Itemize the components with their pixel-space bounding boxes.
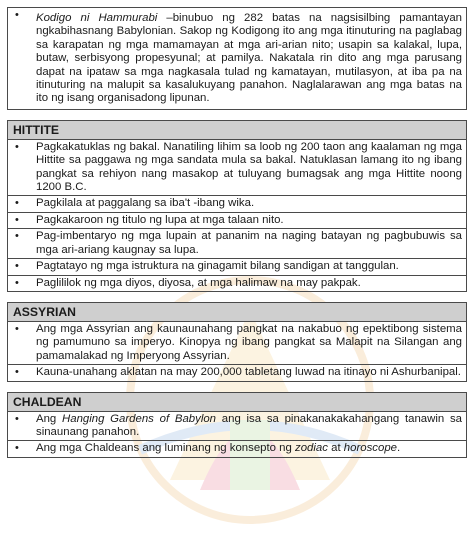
section-header-assyrian: ASSYRIAN (8, 303, 466, 322)
list-item (8, 229, 466, 259)
list-item (8, 365, 466, 380)
bullet-icon: • (15, 276, 19, 289)
list-item-italic: Hanging Gardens of Babylon (62, 412, 217, 425)
bullet-icon: • (15, 140, 19, 153)
bullet-icon: • (15, 260, 19, 273)
chaldean-box (7, 392, 467, 458)
list-item (8, 441, 466, 456)
list-item (8, 140, 466, 197)
list-item-text: Ang mga Chaldeans ang luminang ng konsepto ng (36, 442, 296, 455)
list-item (8, 412, 466, 442)
bullet-icon: • (15, 442, 19, 455)
list-item-text: ang isa sa pinakanakakahangang tanawin sa sinaunang panahon. (36, 412, 462, 438)
hittite-list (8, 140, 466, 291)
bullet-icon: • (15, 230, 19, 243)
list-item-text: –binubuo ng 282 batas na nagsisilbing pamantayan ngkabihasnang Babylonian. Sakop ng Kodigong ito ang mga itinuturing na paglabag sa karapatan ng mga mamamayan at mga ari-arian nito; usapin sa kalakal, lupa, butaw, serbisyong propesyunal; at pamilya. Nakatala rin dito ang mga parusang dapat na ipataw sa mga nagkasala tulad ng kamatayan, mutilasyon, at iba pa na itinuturing na malupit sa kasalukuyang panahon. Naglalarawan ang mga batas na ito ng isang organisadong lipunan. (36, 12, 462, 105)
list-item-text: Pagkakatuklas ng bakal. Nanatiling lihim sa loob ng 200 taon ang kaalaman ng mga Hittite sa paggawa ng mga sandata mula sa bakal. Natuklasan lamang ito ng ibang pangkat sa rehiyon nang masakop at tuluyang bumagsak ang mga Hittite noong 1200 B.C. (36, 140, 462, 194)
assyrian-box (7, 302, 467, 382)
list-item (8, 259, 466, 275)
chaldean-list (8, 412, 466, 457)
list-item-italic: horoscope (343, 442, 397, 455)
list-item-text: at (327, 442, 344, 455)
bullet-icon: • (15, 366, 19, 379)
bullet-icon: • (15, 213, 19, 226)
list-item-text: Kauna-unahang aklatan na may 200,000 tabletang luwad na itinayo ni Ashurbanipal. (36, 366, 461, 379)
hittite-box (7, 120, 467, 292)
hammurabi-box (7, 7, 467, 110)
list-item-text: Ang (36, 412, 63, 425)
list-item-text: Pag-imbentaryo ng mga lupain at pananim na naging batayan ng pagbubuwis sa mga ari-ariang kaugnay sa lupa. (36, 230, 462, 256)
list-item (8, 322, 466, 365)
list-item-text: Pagtatayo ng mga istruktura na ginagamit bilang sandigan at tanggulan. (36, 260, 399, 273)
list-item (8, 196, 466, 212)
bullet-icon: • (15, 197, 19, 210)
hammurabi-list (8, 8, 466, 109)
assyrian-list (8, 322, 466, 381)
list-item-text: Paglililok ng mga diyos, diyosa, at mga halimaw na may pakpak. (36, 276, 361, 289)
section-header-hittite: HITTITE (8, 121, 466, 140)
list-item-text: Pagkakaroon ng titulo ng lupa at mga talaan nito. (36, 213, 284, 226)
list-item (8, 276, 466, 291)
list-item-italic: Kodigo ni Hammurabi (36, 12, 158, 24)
list-item (8, 8, 466, 109)
document-page (7, 7, 467, 458)
list-item-italic: zodiac (295, 442, 328, 455)
bullet-icon: • (15, 322, 19, 335)
list-item-text: . (397, 442, 401, 455)
list-item-text: Ang mga Assyrian ang kaunaunahang pangkat na nakabuo ng epektibong sistema ng pamumuno sa imperyo. Kinopya ng ibang pangkat sa Malapit na Silangan ang pamamalakad ng Imperyong Assyrian. (36, 322, 462, 362)
section-header-chaldean: CHALDEAN (8, 393, 466, 412)
bullet-icon: • (15, 412, 19, 425)
list-item (8, 213, 466, 229)
list-item-text: Pagkilala at paggalang sa iba't -ibang wika. (36, 197, 255, 210)
bullet-icon: • (15, 9, 19, 21)
